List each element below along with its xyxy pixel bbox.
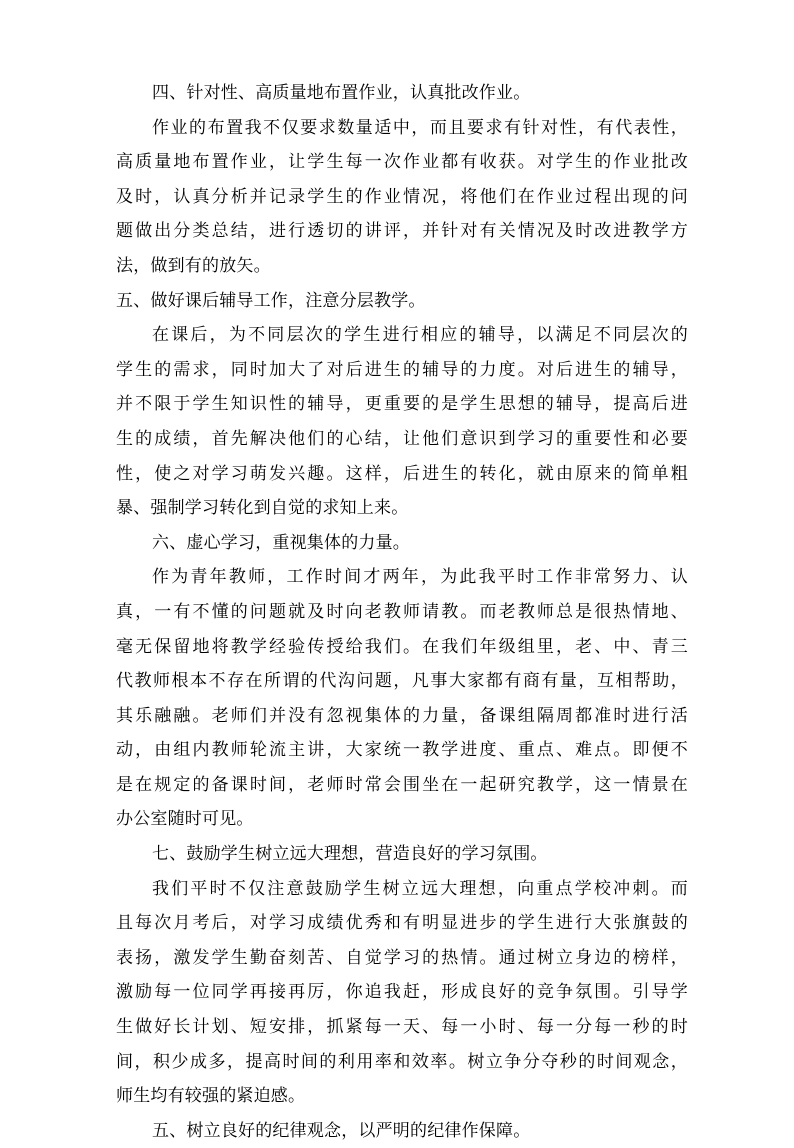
paragraph-line: 性，使之对学习萌发兴趣。这样，后进生的转化，就由原来的简单粗 bbox=[116, 463, 688, 484]
paragraph-line: 毫无保留地将教学经验传授给我们。在我们年级组里，老、中、青三 bbox=[116, 636, 688, 657]
paragraph-line: 及时，认真分析并记录学生的作业情况，将他们在作业过程出现的问 bbox=[116, 186, 688, 207]
paragraph-line: 题做出分类总结，进行透切的讲评，并针对有关情况及时改进教学方 bbox=[116, 221, 688, 242]
section-heading-5: 五、做好课后辅导工作，注意分层教学。 bbox=[116, 290, 426, 311]
paragraph-line: 动，由组内教师轮流主讲，大家统一教学进度、重点、难点。即便不 bbox=[116, 740, 688, 761]
document-page bbox=[116, 76, 688, 1148]
paragraph-line: 高质量地布置作业，让学生每一次作业都有收获。对学生的作业批改 bbox=[116, 152, 688, 173]
paragraph-line: 学生的需求，同时加大了对后进生的辅导的力度。对后进生的辅导， bbox=[116, 359, 688, 380]
paragraph-line: 办公室随时可见。 bbox=[116, 809, 254, 830]
section-heading-5b: 五、树立良好的纪律观念，以严明的纪律作保障。 bbox=[152, 1120, 531, 1141]
paragraph-line: 作业的布置我不仅要求数量适中，而且要求有针对性，有代表性， bbox=[152, 117, 688, 138]
paragraph-line: 在课后，为不同层次的学生进行相应的辅导，以满足不同层次的 bbox=[152, 325, 688, 346]
paragraph-line: 法，做到有的放矢。 bbox=[116, 255, 271, 276]
paragraph-line: 且每次月考后，对学习成绩优秀和有明显进步的学生进行大张旗鼓的 bbox=[116, 913, 688, 934]
section-heading-7: 七、鼓励学生树立远大理想，营造良好的学习氛围。 bbox=[152, 844, 548, 865]
paragraph-line: 其乐融融。老师们并没有忽视集体的力量，备课组隔周都准时进行活 bbox=[116, 705, 688, 726]
paragraph-line: 间，积少成多，提高时间的利用率和效率。树立争分夺秒的时间观念， bbox=[116, 1051, 688, 1072]
paragraph-line: 表扬，激发学生勤奋刻苦、自觉学习的热情。通过树立身边的榜样， bbox=[116, 947, 688, 968]
paragraph-line: 代教师根本不存在所谓的代沟问题，凡事大家都有商有量，互相帮助， bbox=[116, 671, 688, 692]
section-heading-6: 六、虚心学习，重视集体的力量。 bbox=[152, 532, 410, 553]
paragraph-line: 激励每一位同学再接再厉，你追我赶，形成良好的竞争氛围。引导学 bbox=[116, 982, 688, 1003]
paragraph-line: 我们平时不仅注意鼓励学生树立远大理想，向重点学校冲刺。而 bbox=[152, 878, 688, 899]
paragraph-line: 师生均有较强的紧迫感。 bbox=[116, 1086, 306, 1107]
paragraph-line: 是在规定的备课时间，老师时常会围坐在一起研究教学，这一情景在 bbox=[116, 774, 688, 795]
paragraph-line: 作为青年教师，工作时间才两年，为此我平时工作非常努力、认 bbox=[152, 567, 688, 588]
paragraph-line: 暴、强制学习转化到自觉的求知上来。 bbox=[116, 498, 409, 519]
paragraph-line: 生的成绩，首先解决他们的心结，让他们意识到学习的重要性和必要 bbox=[116, 428, 688, 449]
paragraph-line: 真，一有不懂的问题就及时向老教师请教。而老教师总是很热情地、 bbox=[116, 601, 688, 622]
section-heading-4: 四、针对性、高质量地布置作业，认真批改作业。 bbox=[152, 83, 531, 103]
paragraph-line: 并不限于学生知识性的辅导，更重要的是学生思想的辅导，提高后进 bbox=[116, 394, 688, 415]
paragraph-line: 生做好长计划、短安排，抓紧每一天、每一小时、每一分每一秒的时 bbox=[116, 1017, 688, 1038]
